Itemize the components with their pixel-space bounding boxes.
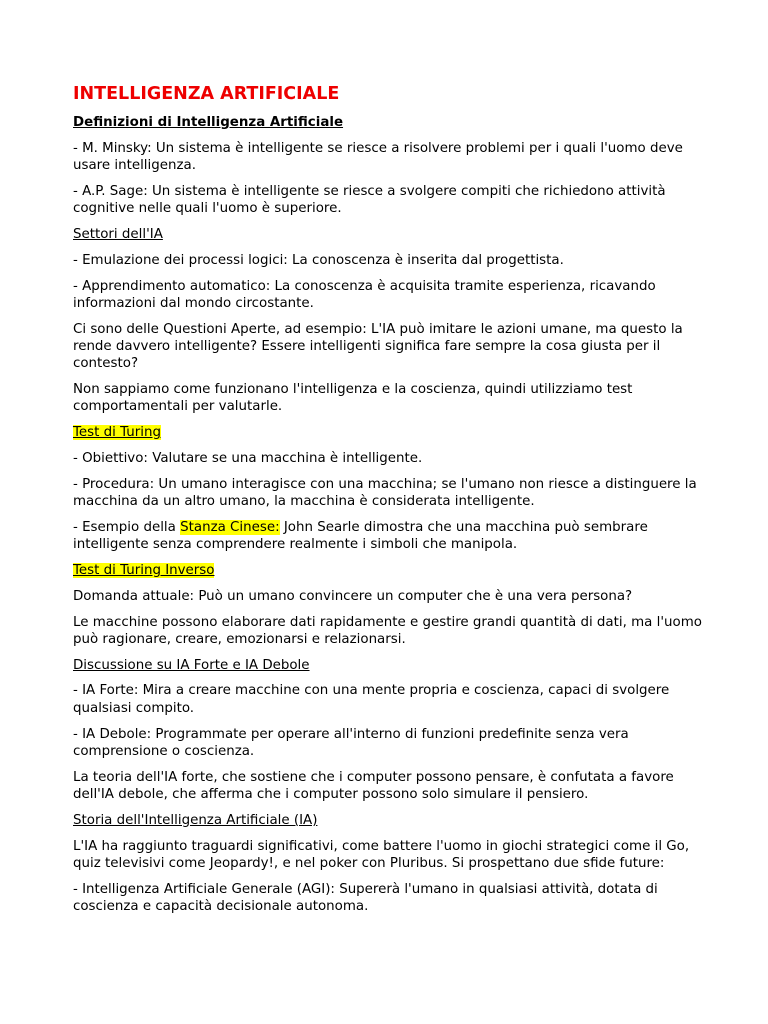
document-page — [73, 82, 713, 924]
paragraph-procedura: - Procedura: Un umano interagisce con una macchina; se l'umano non riesce a distinguere la macchina da un altro umano, la macchina è considerata intelligente. — [73, 476, 697, 510]
paragraph-traguardi: L'IA ha raggiunto traguardi significativi, come battere l'uomo in giochi strategici come il Go, quiz televisivi come Jeopardy!, e nel poker con Pluribus. Si prospettano due sfide future: — [73, 838, 690, 871]
document-title: INTELLIGENZA ARTIFICIALE — [73, 84, 340, 104]
section-heading-forte-debole: Discussione su IA Forte e IA Debole — [73, 657, 310, 673]
stanza-cinese-highlight: Stanza Cinese: — [180, 519, 280, 535]
paragraph-obiettivo: - Obiettivo: Valutare se una macchina è intelligente. — [73, 450, 423, 466]
paragraph-ia-debole: - IA Debole: Programmate per operare all'interno di funzioni predefinite senza vera comprensione o coscienza. — [73, 726, 629, 759]
paragraph-sage: - A.P. Sage: Un sistema è intelligente se riesce a svolgere compiti che richiedono attività cognitive nelle quali l'uomo è superiore. — [73, 183, 666, 217]
paragraph-stanza-cinese — [73, 519, 713, 554]
paragraph-emulazione: - Emulazione dei processi logici: La conoscenza è inserita dal progettista. — [73, 252, 564, 268]
stanza-suffix: John Searle dimostra che una macchina può sembrare intelligente senza comprendere realmente i simboli che manipola. — [73, 519, 648, 553]
stanza-prefix: - Esempio della — [73, 519, 181, 535]
paragraph-test-comportamentali: Non sappiamo come funzionano l'intelligenza e la coscienza, quindi utilizziamo test comportamentali per valutarle. — [73, 382, 633, 415]
paragraph-agi: - Intelligenza Artificiale Generale (AGI): Supererà l'umano in qualsiasi attività, dotata di coscienza e capacità decisionale autonoma. — [73, 881, 658, 914]
paragraph-apprendimento: - Apprendimento automatico: La conoscenza è acquisita tramite esperienza, ricavando informazioni dal mondo circostante. — [73, 278, 656, 311]
section-heading-turing: Test di Turing — [73, 425, 161, 441]
paragraph-minsky: - M. Minsky: Un sistema è intelligente se riesce a risolvere problemi per i quali l'uomo deve usare intelligenza. — [73, 140, 683, 174]
paragraph-domanda-attuale: Domanda attuale: Può un umano convincere un computer che è una vera persona? — [73, 588, 633, 604]
section-heading-storia: Storia dell'Intelligenza Artificiale (IA) — [73, 812, 318, 828]
section-heading-turing-wrapper — [73, 424, 713, 441]
paragraph-ia-forte: - IA Forte: Mira a creare macchine con una mente propria e coscienza, capaci di svolgere qualsiasi compito. — [73, 683, 670, 716]
paragraph-teoria-ia-forte: La teoria dell'IA forte, che sostiene che i computer possono pensare, è confutata a favore dell'IA debole, che afferma che i computer possono solo simulare il pensiero. — [73, 769, 674, 802]
section-heading-turing-inverso-wrapper — [73, 562, 713, 579]
section-heading-definizioni: Definizioni di Intelligenza Artificiale — [73, 115, 344, 130]
paragraph-macchine-dati: Le macchine possono elaborare dati rapidamente e gestire grandi quantità di dati, ma l'uomo può ragionare, creare, emozionarsi e relazionarsi. — [73, 614, 702, 647]
section-heading-settori: Settori dell'IA — [73, 226, 163, 242]
section-heading-turing-inverso: Test di Turing Inverso — [73, 562, 215, 578]
paragraph-questioni-aperte: Ci sono delle Questioni Aperte, ad esempio: L'IA può imitare le azioni umane, ma questo la rende davvero intelligente? Essere intelligenti significa fare sempre la cosa giusta per il contesto? — [73, 321, 683, 372]
